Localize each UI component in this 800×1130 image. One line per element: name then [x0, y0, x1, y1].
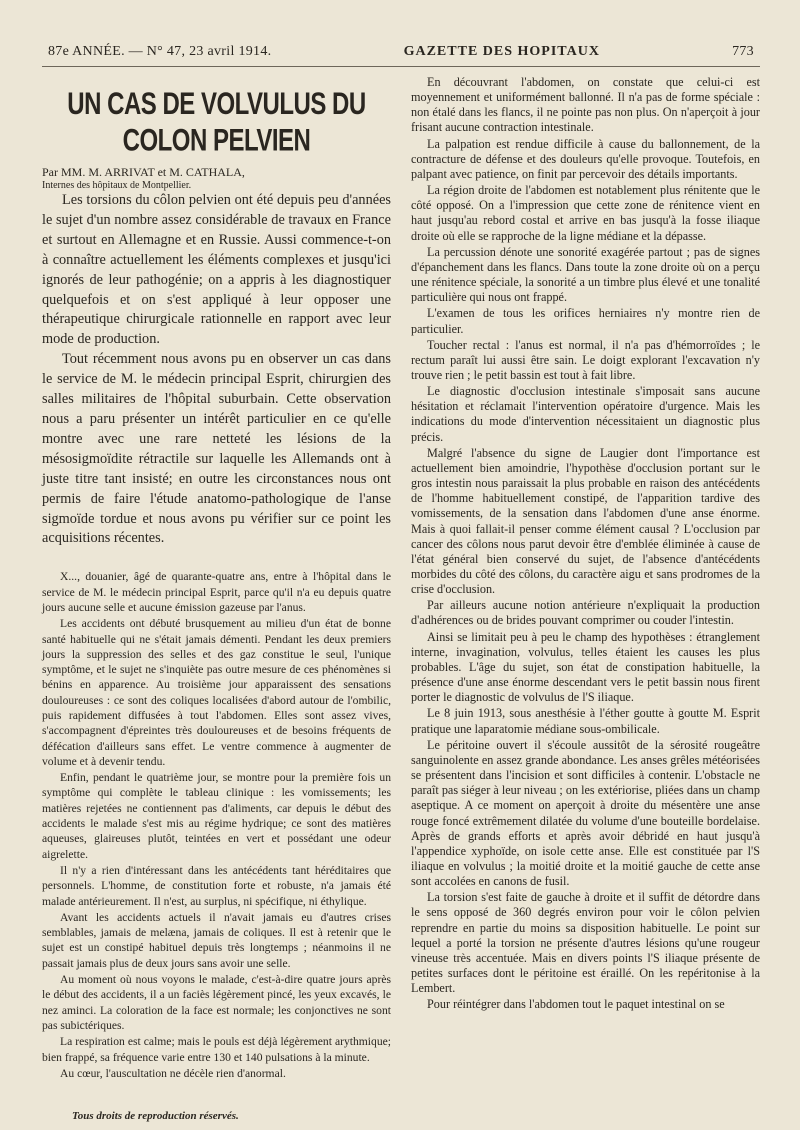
author-byline: Par MM. M. ARRIVAT et M. CATHALA,: [42, 165, 245, 179]
paragraph: Le 8 juin 1913, sous anesthésie à l'éther goutte à goutte M. Esprit pratique une laparatomie médiane sous-ombilicale.: [411, 706, 760, 736]
introduction: [42, 191, 391, 549]
paragraph: Pour réintégrer dans l'abdomen tout le paquet intestinal on se: [427, 997, 725, 1012]
right-column: [411, 75, 760, 1082]
paragraph: La palpation est rendue difficile à cause du ballonnement, de la contracture de défense et des douleurs qu'elle provoque. Toutefois, en palpant avec patience, on finit par percevoir des détails importants.: [411, 136, 760, 181]
paragraph: Ainsi se limitait peu à peu le champ des hypothèses : étranglement interne, invagination, volvulus, telles étaient les causes les plus probables. L'âge du sujet, son état de constipation habituelle, la présence d'une anse énorme descendant vers le petit bassin nous firent porter le diagnostic de volvulus de l'S iliaque.: [411, 629, 760, 705]
paragraph: Le diagnostic d'occlusion intestinale s'imposait sans aucune hésitation et réclamait l'intervention opératoire d'urgence. Mais les indications du mode d'intervention nécessitaient un diagnostic plus précis.: [411, 384, 760, 444]
paragraph: La percussion dénote une sonorité exagérée partout ; pas de signes d'épanchement dans les flancs. Dans toute la zone droite où on a perçu une rénitence spéciale, la sonorité a un timbre plus élevé et une tonalité particulière qui nous ont frappé.: [411, 244, 760, 305]
case-report: [42, 569, 391, 1081]
paragraph: Au cœur, l'auscultation ne décèle rien d'anormal.: [60, 1066, 286, 1080]
left-column: [42, 75, 391, 1082]
author-affiliation: Internes des hôpitaux de Montpellier.: [42, 180, 192, 191]
paragraph: L'examen de tous les orifices herniaires n'y montre rien de particulier.: [411, 306, 760, 336]
paragraph: Le péritoine ouvert il s'écoule aussitôt de la sérosité rougeâtre sanguinolente en assez grande abondance. Les anses grêles météorisées se présentent dans l'incision et sont difficiles à contenir. L'obstacle ne paraît pas siéger à leur niveau ; on les extériorise, pliées dans un champ aseptique. A ce moment on aperçoit à droite du mésentère une anse rouge foncé extrêmement dilatée du volume d'une bouteille bordelaise. Après de grands efforts et après avoir débridé en haut jusqu'à l'appendice xyphoïde, on isole cette anse. Elle est constituée par l'S iliaque en volvulus ; la moitié droite et la moitié gauche de cette anse sont accolées en canons de fusil.: [411, 737, 760, 889]
paragraph: La respiration est calme; mais le pouls est déjà légèrement arythmique; bien frappé, sa fréquence varie entre 130 et 140 pulsations à la minute.: [42, 1035, 391, 1064]
paragraph: Avant les accidents actuels il n'avait jamais eu d'autres crises semblables, jamais de melæna, jamais de coliques. Il est à retenir que le sujet est un constipé habituel depuis très longtemps ; néanmoins il ne passait jamais plus de deux jours sans avoir une selle.: [42, 910, 391, 970]
paragraph: La torsion s'est faite de gauche à droite et il suffit de détordre dans le sens opposé de 360 degrés environ pour voir le côlon pelvien reprendre en partie du moins sa disposition habituelle. Le point sur lequel a porté la torsion ne présente d'autres lésions qu'une rougeur vineuse très accentuée. Mais en divers points l'S iliaque présente de petites surfaces dont le péritoine est éraillé. On les repéritonise à la Lembert.: [411, 890, 760, 996]
running-head: [42, 30, 760, 67]
two-column-body: [42, 75, 760, 1082]
paragraph: La région droite de l'abdomen est notablement plus rénitente que le côté opposé. On a l'impression que cette zone de rénitence vient en haut jusqu'au rebord costal et arrive en bas jusqu'à la fosse iliaque droite où elle se rapproche de la ligne médiane et la dépasse.: [411, 183, 760, 243]
paragraph: X..., douanier, âgé de quarante-quatre ans, entre à l'hôpital dans le service de M. le médecin principal Esprit, parce qu'il n'a eu depuis quatre jours aucune selle et aucune émission gazeuse par l'anus.: [42, 570, 391, 614]
copyright-notice: Tous droits de reproduction réservés.: [72, 1110, 239, 1122]
issue-info: 87e ANNÉE. — N° 47, 23 avril 1914.: [48, 44, 272, 59]
paragraph: Les torsions du côlon pelvien ont été depuis peu d'années le sujet d'un nombre assez considérable de travaux en France et surtout en Allemagne et en Russie. Aussi commence-t-on à connaître actuellement les éléments complexes et jusqu'ici ignorés de leur pathogénie; on a appris à les diagnostiquer quelquefois et on s'est appliqué à leur opposer une thérapeutique chirurgicale rationnelle en rapport avec leur mode de production.: [42, 192, 391, 348]
paragraph: Il n'y a rien d'intéressant dans les antécédents tant héréditaires que personnels. L'homme, de constitution forte et robuste, n'a jamais été malade antérieurement. Il n'est, au surplus, ni spécifique, ni éthylique.: [42, 863, 391, 908]
paragraph: Toucher rectal : l'anus est normal, il n'a pas d'hémorroïdes ; le rectum paraît lui aussi être sain. Le doigt explorant l'excavation n'y trouve rien ; le petit bassin est tout à fait libre.: [411, 337, 760, 382]
paragraph: Enfin, pendant le quatrième jour, se montre pour la première fois un symptôme qui complète le tableau clinique : les vomissements; les matières rejetées ne contiennent pas d'aliments, car depuis le début des accidents le malade s'est mis au régime hydrique; ce sont des matières aqueuses, glaireuses plutôt, teintées en vert et possédant une odeur aigrelette.: [42, 771, 391, 861]
article-title: UN CAS DE VOLVULUS DU COLON PELVIEN: [67, 86, 366, 159]
page-number: 773: [732, 44, 754, 59]
paragraph: Malgré l'absence du signe de Laugier dont l'importance est actuellement bien amoindrie, l'hypothèse d'occlusion portant sur le gros intestin nous paraissait la plus probable en raison des antécédents de l'homme habituellement constipé, de l'apparition tardive des vomissements, de la sensation dans l'abdomen d'une anse énorme. Mais à quoi fallait-il penser comme élément causal ? L'occlusion par cancer des côlons nous parut devoir être d'emblée éliminée à cause de l'état général bien conservé du sujet, de l'absence d'antécédents morbides du côté des côlons, du caractère aigu et sans prodromes de la crise d'occlusion.: [411, 445, 760, 597]
journal-name: GAZETTE DES HOPITAUX: [403, 44, 600, 59]
paragraph: Par ailleurs aucune notion antérieure n'expliquait la production d'adhérences ou de brides pouvant comprimer ou couder l'intestin.: [411, 598, 760, 628]
paragraph: Au moment où nous voyons le malade, c'est-à-dire quatre jours après le début des accidents, il a un faciès légèrement pincé, les yeux excavés, le nez aminci. La coloration de la face est normale; les conjonctives ne sont pas subictériques.: [42, 973, 391, 1032]
paragraph: Les accidents ont débuté brusquement au milieu d'un état de bonne santé habituelle qui ne s'était jamais démenti. Pendant les deux premiers jours la suppression des selles et des gaz constitue le seul, l'unique symptôme, et le sujet ne s'inquiète pas outre mesure de ces phénomènes si bénins en apparence. Au troisième jour apparaissent des sensations douloureuses : ce sont des coliques localisées d'abord autour de l'ombilic, puis rapidement diffusées à tout l'abdomen. Elles sont assez vives, s'accompagnent d'épreintes très douloureuses et de besoins fréquents de défécation d'ailleurs sans effet. Le ventre commence à augmenter de volume et à devenir tendu.: [42, 617, 391, 768]
paragraph: Tout récemment nous avons pu en observer un cas dans le service de M. le médecin principal Esprit, chirurgien des salles militaires de l'hôpital suburbain. Cette observation nous a paru présenter un intérêt particulier en ce qu'elle montre avec une rare netteté les lésions de la mésosigmoïdite rétractile sur laquelle les Allemands ont à juste titre tant insisté; en outre les circonstances nous ont permis de faire l'étude anatomo-pathologique de l'anse sigmoïde tordue et nous avons pu vérifier sur ce point les acquisitions récentes.: [42, 351, 391, 547]
paragraph: En découvrant l'abdomen, on constate que celui-ci est moyennement et uniformément ballonné. Il n'a pas de forme spéciale : non étalé dans les flancs, il ne pointe pas non plus. On n'aperçoit à jour frisant aucune contraction intestinale.: [411, 75, 760, 135]
